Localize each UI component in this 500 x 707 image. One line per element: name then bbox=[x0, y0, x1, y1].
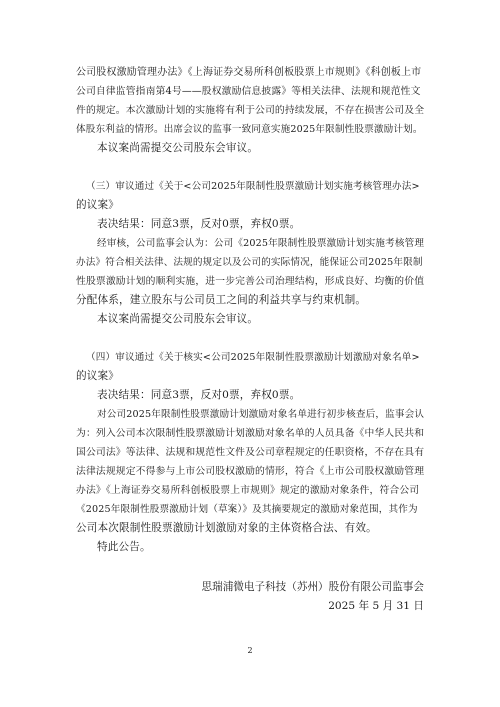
signature-date: 2025 年 5 月 31 日 bbox=[328, 600, 424, 612]
heading-line: （四）审议通过《关于核实<公司2025年限制性股票激励计划激励对象名单> bbox=[86, 352, 420, 363]
heading-line: 的议案》 bbox=[76, 199, 119, 211]
text-line: 性股票激励计划的顺利实施，进一步完善公司治理结构，形成良好、均衡的价值 bbox=[76, 276, 425, 287]
item-3-opinion bbox=[76, 234, 424, 310]
text-line: 对公司2025年限制性股票激励计划激励对象名单进行初步核查后，监事会认 bbox=[97, 409, 425, 420]
announcement: 特此公告。 bbox=[97, 541, 151, 553]
heading-line: 的议案》 bbox=[76, 370, 119, 382]
text-line: 法律法规规定不得参与上市公司股权激励的情形，符合《上市公司股权激励管理 bbox=[76, 466, 425, 477]
text-line: 办法》《上海证券交易所科创板股票上市规则》规定的激励对象条件，符合公司 bbox=[76, 485, 420, 496]
text-line: 国公司法》等法律、法规和规范性文件及公司章程规定的任职资格，不存在具有 bbox=[76, 447, 425, 458]
text-line: 办法》符合相关法律、法规的规定以及公司的实际情况，能保证公司2025年限制 bbox=[76, 257, 423, 268]
item-4-vote-result: 表决结果：同意3票，反对0票，弃权0票。 bbox=[97, 389, 301, 401]
text-line: 公司本次限制性股票激励计划激励对象的主体资格合法、有效。 bbox=[76, 522, 377, 534]
paragraph-continuation bbox=[76, 63, 424, 139]
submit-note: 本议案尚需提交公司股东会审议。 bbox=[97, 142, 259, 154]
page-number: 2 bbox=[247, 646, 253, 655]
text-line: 件的规定。本次激励计划的实施将有利于公司的持续发展，不存在损害公司及全 bbox=[76, 105, 425, 116]
item-3-vote-result: 表决结果：同意3票，反对0票，弃权0票。 bbox=[97, 218, 301, 230]
text-line: 分配体系，建立股东与公司员工之间的利益共享与约束机制。 bbox=[76, 294, 367, 306]
signature-company: 思瑞浦微电子科技（苏州）股份有限公司监事会 bbox=[201, 581, 424, 593]
item-3-heading bbox=[76, 177, 424, 215]
item-3-submit-note: 本议案尚需提交公司股东会审议。 bbox=[97, 313, 259, 325]
text-line: 公司自律监管指南第4号——股权激励信息披露》等相关法律、法规和规范性文 bbox=[76, 86, 421, 97]
text-line: 体股东利益的情形。出席会议的监事一致同意实施2025年限制性股票激励计划。 bbox=[76, 124, 423, 135]
text-line: 《2025年限制性股票激励计划（草案）》及其摘要规定的激励对象范围，其作为 bbox=[76, 504, 418, 515]
text-line: 经审核，公司监事会认为：公司《2025年限制性股票激励计划实施考核管理 bbox=[97, 238, 425, 249]
heading-line: （三）审议通过《关于<公司2025年限制性股票激励计划实施考核管理办法> bbox=[86, 181, 420, 192]
text-line: 为：列入公司本次限制性股票激励计划激励对象名单的人员具备《中华人民共和 bbox=[76, 428, 425, 439]
item-4-heading bbox=[76, 348, 424, 386]
text-line: 公司股权激励管理办法》《上海证券交易所科创板股票上市规则》《科创板上市 bbox=[76, 67, 422, 78]
item-4-opinion bbox=[76, 405, 424, 538]
